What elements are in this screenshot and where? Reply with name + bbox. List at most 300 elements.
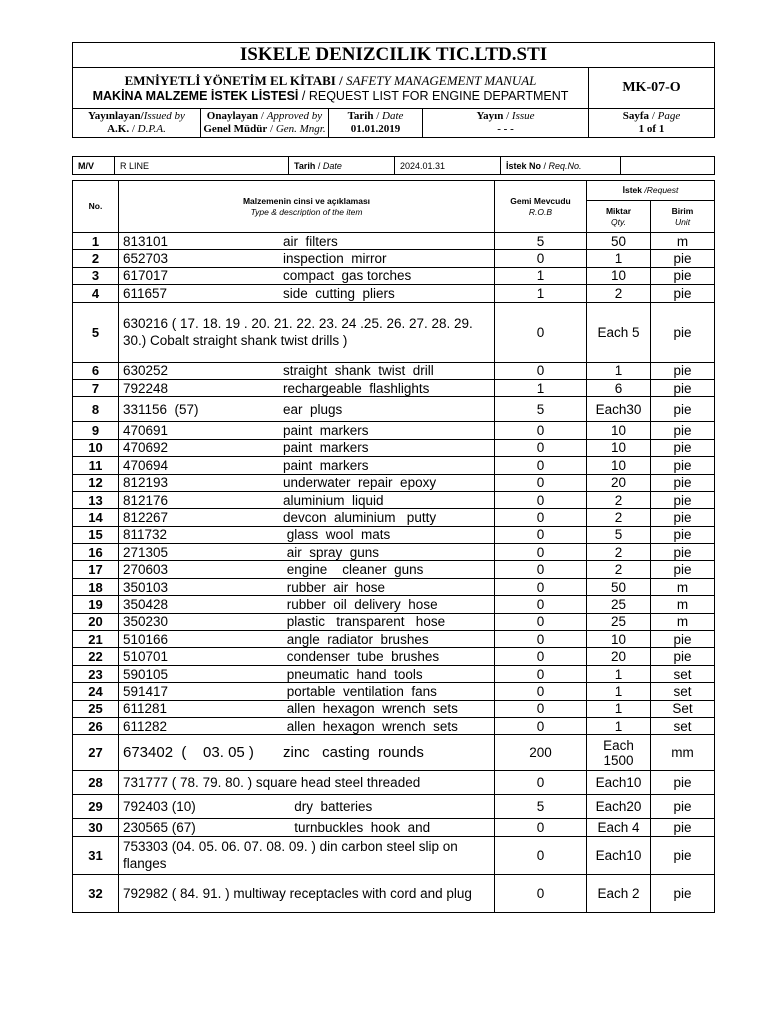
item-name: glass wool mats — [283, 527, 391, 543]
item-name: side cutting pliers — [283, 285, 395, 301]
item-description: 792982 ( 84. 91. ) multiway receptacles with cord and plug — [119, 874, 495, 912]
row-number: 29 — [73, 795, 119, 819]
table-row — [73, 362, 715, 379]
item-name: zinc casting rounds — [283, 744, 424, 762]
row-number: 23 — [73, 665, 119, 682]
item-description — [119, 379, 495, 396]
item-qty: Each 4 — [587, 819, 651, 836]
row-number: 32 — [73, 874, 119, 912]
table-row — [73, 771, 715, 795]
item-unit: pie — [651, 631, 715, 648]
item-description — [119, 267, 495, 284]
manual-title-tr: EMNİYETLİ YÖNETİM EL KİTABI — [124, 73, 336, 88]
item-unit: pie — [651, 397, 715, 422]
table-row — [73, 526, 715, 543]
vessel-info-bar — [72, 156, 715, 175]
col-request-en: /Request — [644, 185, 679, 195]
item-unit: pie — [651, 439, 715, 456]
item-code: 611281 — [123, 701, 168, 717]
approved-label-tr: Onaylayan — [206, 110, 259, 122]
row-number: 2 — [73, 250, 119, 267]
item-rob: 0 — [495, 648, 587, 665]
item-qty: 10 — [587, 267, 651, 284]
item-name: rubber oil delivery hose — [283, 596, 438, 612]
item-rob: 0 — [495, 631, 587, 648]
item-rob: 0 — [495, 700, 587, 717]
item-unit: m — [651, 578, 715, 595]
item-description — [119, 362, 495, 379]
item-name: air filters — [283, 233, 338, 249]
item-name: allen hexagon wrench sets — [283, 701, 458, 717]
item-description: 630216 ( 17. 18. 19 . 20. 21. 22. 23. 24 .25. 26. 27. 28. 29. 30.) Cobalt straight shank twist drills ) — [119, 302, 495, 362]
item-code: 813101 — [123, 233, 169, 249]
item-rob: 0 — [495, 250, 587, 267]
item-code: 792403 (10) — [123, 799, 196, 815]
item-unit: pie — [651, 267, 715, 284]
request-rows — [73, 233, 715, 913]
item-code: 812267 — [123, 509, 169, 525]
item-description — [119, 613, 495, 630]
issue-label-en: Issue — [511, 110, 535, 122]
item-unit: pie — [651, 379, 715, 396]
col-rob-en: R.O.B — [528, 206, 553, 217]
table-row — [73, 302, 715, 362]
row-number: 13 — [73, 491, 119, 508]
table-row — [73, 379, 715, 396]
item-unit: m — [651, 613, 715, 630]
item-qty: 25 — [587, 596, 651, 613]
item-rob: 0 — [495, 457, 587, 474]
col-qty-header — [587, 201, 651, 233]
col-unit-tr: Birim — [671, 205, 694, 216]
manual-title: EMNİYETLİ YÖNETİM EL KİTABI / SAFETY MANAGEMENT MANUAL — [124, 73, 537, 88]
table-row — [73, 700, 715, 717]
row-number: 26 — [73, 717, 119, 734]
item-unit: pie — [651, 819, 715, 836]
row-number: 6 — [73, 362, 119, 379]
item-name: aluminium liquid — [283, 492, 384, 508]
item-description — [119, 474, 495, 491]
company-name: ISKELE DENIZCILIK TIC.LTD.STI — [73, 43, 715, 68]
table-row — [73, 648, 715, 665]
item-rob: 0 — [495, 509, 587, 526]
request-list-title-en: REQUEST LIST FOR ENGINE DEPARTMENT — [308, 89, 569, 103]
row-number: 19 — [73, 596, 119, 613]
item-qty: 2 — [587, 491, 651, 508]
table-row — [73, 439, 715, 456]
item-rob: 0 — [495, 561, 587, 578]
row-number: 3 — [73, 267, 119, 284]
item-unit: pie — [651, 302, 715, 362]
item-code: 652703 — [123, 251, 169, 267]
item-code: 812176 — [123, 492, 169, 508]
item-unit: Set — [651, 700, 715, 717]
item-qty: 25 — [587, 613, 651, 630]
item-qty: 1 — [587, 700, 651, 717]
item-description — [119, 233, 495, 250]
item-code: 510701 — [123, 649, 169, 665]
item-unit: pie — [651, 874, 715, 912]
item-unit: m — [651, 233, 715, 250]
approved-value-a: Genel Müdür — [203, 123, 268, 135]
table-row — [73, 457, 715, 474]
item-qty: 20 — [587, 648, 651, 665]
item-description — [119, 578, 495, 595]
req-no-label: İstek No / Req.No. — [501, 157, 621, 175]
item-code: 792248 — [123, 380, 169, 396]
item-qty: Each 5 — [587, 302, 651, 362]
item-qty: 5 — [587, 526, 651, 543]
item-name: paint markers — [283, 423, 369, 439]
row-number: 16 — [73, 544, 119, 561]
row-number: 22 — [73, 648, 119, 665]
col-no-header: No. — [73, 181, 119, 233]
item-code: 611657 — [123, 285, 168, 301]
table-row — [73, 422, 715, 439]
mv-value: R LINE — [115, 157, 289, 175]
date-value: 01.01.2019 — [350, 123, 401, 135]
document-number: MK-07-O — [589, 68, 715, 109]
item-unit: pie — [651, 544, 715, 561]
item-qty: 10 — [587, 422, 651, 439]
item-description — [119, 397, 495, 422]
item-name: compact gas torches — [283, 268, 412, 284]
row-number: 21 — [73, 631, 119, 648]
col-desc-header — [119, 181, 495, 233]
table-row — [73, 397, 715, 422]
item-name: inspection mirror — [283, 251, 387, 267]
col-qty-tr: Miktar — [605, 205, 632, 216]
item-rob: 200 — [495, 735, 587, 771]
item-code: 350230 — [123, 614, 169, 630]
item-name: angle radiator brushes — [283, 631, 429, 647]
item-rob: 0 — [495, 836, 587, 874]
item-unit: set — [651, 683, 715, 700]
table-row — [73, 250, 715, 267]
item-qty: 1 — [587, 362, 651, 379]
item-name: turnbuckles hook and — [283, 820, 431, 836]
item-description — [119, 457, 495, 474]
item-unit: pie — [651, 561, 715, 578]
item-rob: 0 — [495, 874, 587, 912]
table-row — [73, 596, 715, 613]
item-name: pneumatic hand tools — [283, 666, 423, 682]
col-qty-en: Qty. — [611, 216, 626, 227]
item-code: 271305 — [123, 544, 169, 560]
table-row — [73, 285, 715, 302]
row-number: 30 — [73, 819, 119, 836]
info-date-label-tr: Tarih — [294, 160, 316, 171]
item-description — [119, 665, 495, 682]
date-label-tr: Tarih — [347, 110, 374, 122]
row-number: 27 — [73, 735, 119, 771]
issued-label-en: Issued by — [143, 110, 185, 122]
item-qty: Each 2 — [587, 874, 651, 912]
approved-by-cell: Onaylayan / Approved by Genel Müdür / Gen. Mngr. — [201, 109, 329, 138]
item-description — [119, 596, 495, 613]
row-number: 8 — [73, 397, 119, 422]
item-description — [119, 561, 495, 578]
item-rob: 1 — [495, 285, 587, 302]
item-code: 811732 — [123, 527, 168, 543]
table-row — [73, 836, 715, 874]
col-unit-header — [651, 201, 715, 233]
item-unit: set — [651, 665, 715, 682]
item-code: 630252 — [123, 363, 169, 379]
row-number: 25 — [73, 700, 119, 717]
item-code: 673402 ( 03. 05 ) — [123, 744, 254, 762]
row-number: 14 — [73, 509, 119, 526]
table-row — [73, 795, 715, 819]
item-qty: 50 — [587, 578, 651, 595]
item-unit: pie — [651, 771, 715, 795]
item-rob: 5 — [495, 795, 587, 819]
item-rob: 0 — [495, 771, 587, 795]
item-code: 617017 — [123, 268, 169, 284]
item-qty: 10 — [587, 439, 651, 456]
item-name: underwater repair epoxy — [283, 475, 437, 491]
item-description — [119, 439, 495, 456]
item-rob: 0 — [495, 422, 587, 439]
table-row — [73, 474, 715, 491]
manual-title-en: SAFETY MANAGEMENT MANUAL — [345, 73, 537, 88]
req-no-label-en: Req.No. — [548, 160, 582, 171]
row-number: 31 — [73, 836, 119, 874]
item-qty: Each20 — [587, 795, 651, 819]
info-date-label-en: Date — [322, 160, 342, 171]
manual-title-cell — [73, 68, 589, 109]
item-name: ear plugs — [283, 401, 343, 417]
table-row — [73, 491, 715, 508]
item-code: 230565 (67) — [123, 820, 196, 836]
item-description — [119, 526, 495, 543]
item-description — [119, 648, 495, 665]
item-rob: 0 — [495, 613, 587, 630]
item-qty: 1 — [587, 683, 651, 700]
item-unit: pie — [651, 648, 715, 665]
item-code: 350103 — [123, 579, 169, 595]
item-name: straight shank twist drill — [283, 363, 434, 379]
table-row — [73, 717, 715, 734]
issued-label-tr: Yayınlayan/ — [88, 110, 144, 122]
item-name: engine cleaner guns — [283, 562, 424, 578]
issued-value-a: A.K. — [107, 123, 130, 135]
item-name: devcon aluminium putty — [283, 509, 437, 525]
item-qty: 1 — [587, 665, 651, 682]
item-rob: 0 — [495, 544, 587, 561]
table-row — [73, 561, 715, 578]
item-unit: pie — [651, 362, 715, 379]
item-qty: Each10 — [587, 771, 651, 795]
item-unit: pie — [651, 509, 715, 526]
table-row — [73, 613, 715, 630]
issue-cell: Yayın / Issue - - - — [423, 109, 589, 138]
row-number: 7 — [73, 379, 119, 396]
row-number: 12 — [73, 474, 119, 491]
page-cell: Sayfa / Page 1 of 1 — [589, 109, 715, 138]
table-row — [73, 735, 715, 771]
item-name: dry batteries — [283, 799, 373, 815]
item-description — [119, 683, 495, 700]
item-rob: 0 — [495, 526, 587, 543]
item-rob: 5 — [495, 397, 587, 422]
item-rob: 1 — [495, 267, 587, 284]
item-unit: pie — [651, 422, 715, 439]
row-number: 4 — [73, 285, 119, 302]
item-unit: m — [651, 596, 715, 613]
approved-value-b: Gen. Mngr. — [275, 123, 326, 135]
col-desc-tr: Malzemenin cinsi ve açıklaması — [242, 195, 371, 206]
request-list-title-tr: MAKİNA MALZEME İSTEK LİSTESİ — [92, 89, 299, 103]
item-code: 611282 — [123, 718, 168, 734]
item-description — [119, 700, 495, 717]
item-description: 731777 ( 78. 79. 80. ) square head steel threaded — [119, 771, 495, 795]
approved-label-en: Approved by — [266, 110, 323, 122]
item-unit: pie — [651, 285, 715, 302]
req-no-label-tr: İstek No — [506, 160, 542, 171]
item-qty: 2 — [587, 544, 651, 561]
item-qty: 6 — [587, 379, 651, 396]
table-row — [73, 819, 715, 836]
row-number: 20 — [73, 613, 119, 630]
item-unit: pie — [651, 474, 715, 491]
item-code: 510166 — [123, 631, 169, 647]
table-row — [73, 665, 715, 682]
item-rob: 5 — [495, 233, 587, 250]
item-unit: pie — [651, 250, 715, 267]
item-qty: 20 — [587, 474, 651, 491]
request-table — [72, 180, 715, 913]
table-row — [73, 683, 715, 700]
item-rob: 0 — [495, 491, 587, 508]
row-number: 11 — [73, 457, 119, 474]
col-rob-header — [495, 181, 587, 233]
item-qty: 10 — [587, 457, 651, 474]
item-description — [119, 491, 495, 508]
item-rob: 0 — [495, 717, 587, 734]
item-unit: pie — [651, 491, 715, 508]
item-description — [119, 422, 495, 439]
row-number: 15 — [73, 526, 119, 543]
item-code: 331156 (57) — [123, 401, 199, 417]
table-row — [73, 578, 715, 595]
page-label-tr: Sayfa — [622, 110, 650, 122]
document-header — [72, 42, 715, 138]
item-qty: 2 — [587, 561, 651, 578]
item-description — [119, 795, 495, 819]
item-description — [119, 509, 495, 526]
item-qty: 1 — [587, 250, 651, 267]
item-description — [119, 544, 495, 561]
item-code: 812193 — [123, 475, 169, 491]
table-row — [73, 509, 715, 526]
item-name: rechargeable flashlights — [283, 380, 430, 396]
item-rob: 0 — [495, 683, 587, 700]
page-label-en: Page — [657, 110, 681, 122]
item-code: 470691 — [123, 423, 169, 439]
row-number: 24 — [73, 683, 119, 700]
issue-label-tr: Yayın — [476, 110, 504, 122]
info-date-label: Tarih / Date — [289, 157, 395, 175]
item-rob: 0 — [495, 819, 587, 836]
item-rob: 0 — [495, 439, 587, 456]
item-description — [119, 250, 495, 267]
item-qty: 2 — [587, 285, 651, 302]
item-unit: set — [651, 717, 715, 734]
item-code: 591417 — [123, 683, 169, 699]
item-name: plastic transparent hose — [283, 614, 446, 630]
col-request-tr: İstek — [622, 185, 642, 195]
item-description — [119, 631, 495, 648]
mv-label: M/V — [73, 157, 115, 175]
item-qty: 2 — [587, 509, 651, 526]
info-date-value: 2024.01.31 — [395, 157, 501, 175]
item-qty: Each30 — [587, 397, 651, 422]
request-list-title: MAKİNA MALZEME İSTEK LİSTESİ / REQUEST LIST FOR ENGINE DEPARTMENT — [92, 89, 569, 103]
item-qty: 1 — [587, 717, 651, 734]
item-unit: pie — [651, 526, 715, 543]
item-qty: 10 — [587, 631, 651, 648]
item-rob: 0 — [495, 362, 587, 379]
date-label-en: Date — [382, 110, 404, 122]
table-row — [73, 233, 715, 250]
item-name: paint markers — [283, 457, 369, 473]
item-name: rubber air hose — [283, 579, 386, 595]
item-description — [119, 819, 495, 836]
date-cell: Tarih / Date 01.01.2019 — [329, 109, 423, 138]
item-unit: pie — [651, 795, 715, 819]
col-request-header — [587, 181, 715, 201]
item-name: air spray guns — [283, 544, 380, 560]
item-rob: 0 — [495, 302, 587, 362]
item-qty: Each10 — [587, 836, 651, 874]
item-rob: 0 — [495, 474, 587, 491]
table-row — [73, 267, 715, 284]
item-rob: 1 — [495, 379, 587, 396]
row-number: 18 — [73, 578, 119, 595]
row-number: 9 — [73, 422, 119, 439]
table-row — [73, 874, 715, 912]
item-name: condenser tube brushes — [283, 649, 440, 665]
item-qty: Each 1500 — [587, 735, 651, 771]
item-rob: 0 — [495, 578, 587, 595]
item-description: 753303 (04. 05. 06. 07. 08. 09. ) din carbon steel slip on flanges — [119, 836, 495, 874]
item-description — [119, 285, 495, 302]
req-no-value — [621, 157, 715, 175]
item-unit: mm — [651, 735, 715, 771]
item-unit: pie — [651, 457, 715, 474]
item-description — [119, 717, 495, 734]
item-name: allen hexagon wrench sets — [283, 718, 458, 734]
item-unit: pie — [651, 836, 715, 874]
item-code: 270603 — [123, 562, 169, 578]
item-code: 470692 — [123, 440, 169, 456]
item-rob: 0 — [495, 665, 587, 682]
row-number: 1 — [73, 233, 119, 250]
col-unit-en: Unit — [674, 216, 691, 227]
item-code: 350428 — [123, 596, 169, 612]
item-qty: 50 — [587, 233, 651, 250]
row-number: 28 — [73, 771, 119, 795]
issued-by-cell: Yayınlayan/Issued by A.K. / D.P.A. — [73, 109, 201, 138]
issue-value: - - - — [497, 123, 514, 135]
item-code: 470694 — [123, 457, 169, 473]
issued-value-b: D.P.A. — [137, 123, 166, 135]
row-number: 5 — [73, 302, 119, 362]
table-row — [73, 544, 715, 561]
col-rob-tr: Gemi Mevcudu — [510, 195, 571, 206]
item-description — [119, 735, 495, 771]
